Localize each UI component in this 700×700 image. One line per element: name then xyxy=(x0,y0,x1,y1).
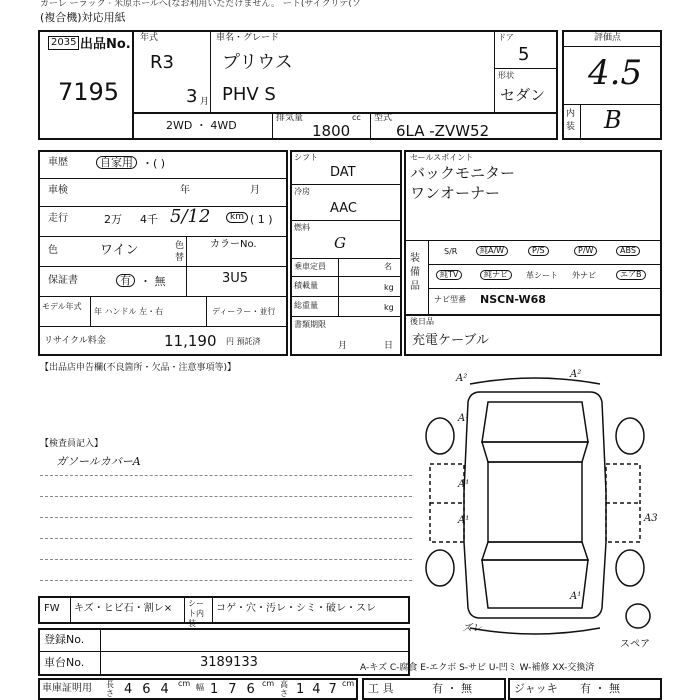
history-rest: ・( ) xyxy=(142,157,166,170)
equip-pw: P/W xyxy=(574,246,597,256)
reg-label: 登録No. xyxy=(44,633,85,646)
load-label: 積載量 xyxy=(294,281,318,290)
year-label: 年式 xyxy=(140,33,159,43)
retrofit-label: 後日品 xyxy=(410,317,434,326)
shape-value: セダン xyxy=(500,86,546,104)
diagram-zu: ズレ xyxy=(462,623,482,634)
grade-name: PHV S xyxy=(222,84,276,105)
expiry-day: 日 xyxy=(384,341,394,351)
damage-legend: A-キズ C-腐食 E-エクボ S-サビ U-凹ミ W-補修 XX-交換済 xyxy=(360,663,595,673)
expiry-label: 書類期限 xyxy=(294,320,326,329)
width-value: 176 xyxy=(210,682,265,697)
equipment-label: 装備品 xyxy=(410,253,420,292)
displacement-value: 1800 xyxy=(312,122,351,140)
equip-navi: 純ナビ xyxy=(480,270,512,280)
history-label: 車歴 xyxy=(48,157,68,168)
doors-label: ドア xyxy=(498,33,514,42)
doors-value: 5 xyxy=(518,44,530,65)
diagram-a2-right: A² xyxy=(570,369,582,380)
fuel-value: G xyxy=(334,234,346,252)
spare-label: スペア xyxy=(620,639,650,650)
fw-label: FW xyxy=(44,603,60,614)
recycle-label: リサイクル料金 xyxy=(44,336,106,346)
chassis-label: 車台No. xyxy=(44,656,85,669)
inspection-label: 車検 xyxy=(48,185,68,196)
mileage-hand: 5/12 xyxy=(170,206,211,227)
mileage-unit: km xyxy=(226,212,248,223)
model-name: プリウス xyxy=(222,52,293,73)
color-value: ワイン xyxy=(100,243,139,258)
width-label: 幅 xyxy=(196,683,204,692)
car-damage-diagram xyxy=(410,369,670,644)
diagram-a3: A3 xyxy=(644,513,658,524)
lot-number: 7195 xyxy=(58,78,120,106)
tools-value: 有 ・ 無 xyxy=(432,682,472,695)
equip-sr: S/R xyxy=(444,247,458,256)
equip-leather: 革シート xyxy=(526,271,558,280)
height-value: 147 xyxy=(296,682,345,697)
rating-score: 4.5 xyxy=(588,53,643,93)
capacity-unit: 名 xyxy=(384,262,392,271)
jack-label: ジャッキ xyxy=(514,682,558,695)
drive-value: 2WD ・ 4WD xyxy=(166,119,237,132)
model-code-label: 型式 xyxy=(374,113,393,123)
diagram-a2-left: A² xyxy=(456,373,468,384)
size-label: 車庫証明用 xyxy=(42,683,92,694)
history-value: 自家用 xyxy=(96,156,137,169)
sales-line-1: バックモニター xyxy=(410,164,516,182)
year-month-unit: 月 xyxy=(200,97,210,107)
sales-label: セールスポイント xyxy=(410,153,474,162)
load-unit: kg xyxy=(384,283,394,292)
header-sub-text: (複合機)対応用紙 xyxy=(40,11,126,24)
mileage-label: 走行 xyxy=(48,213,68,224)
inspection-year: 年 xyxy=(180,185,190,196)
rating-label: 評価点 xyxy=(594,33,622,43)
year-month: 3 xyxy=(186,86,198,107)
tools-label: 工 具 xyxy=(368,682,394,695)
equip-ext-navi: 外ナビ xyxy=(572,271,596,280)
diagram-a1-pillar: A¹ xyxy=(570,591,582,602)
lot-label: 出品No. xyxy=(80,37,131,52)
header-top-text: カーレ ーラック · 米原ホールへ(なお利用いただけません。 ート(サイクリテ(ソ xyxy=(40,0,361,9)
cooling-label: 冷房 xyxy=(294,187,310,196)
displacement-label: 排気量 xyxy=(276,113,304,123)
fuel-label: 燃料 xyxy=(294,223,310,232)
color-no-label: カラーNo. xyxy=(210,239,257,250)
color-change-label: 色替 xyxy=(175,241,185,263)
warranty-no: ・ 無 xyxy=(140,275,166,288)
notes-label: 【出品店申告欄(不良箇所・欠品・注意事項等)】 xyxy=(40,363,237,373)
shape-label: 形状 xyxy=(498,71,514,80)
shift-value: DAT xyxy=(330,165,356,180)
len-unit: cm xyxy=(178,679,191,688)
weight-label: 総重量 xyxy=(294,301,318,310)
seat-text: コゲ・穴・汚レ・シミ・破レ・スレ xyxy=(216,603,376,614)
color-label: 色 xyxy=(48,245,58,256)
expiry-month: 月 xyxy=(338,341,348,351)
interior-label: 内装 xyxy=(566,109,576,132)
inspector-label: 【検査員記入】 xyxy=(40,439,104,449)
handle-label: 年 ハンドル 左・右 xyxy=(94,307,164,316)
color-no: 3U5 xyxy=(222,271,249,286)
sales-line-2: ワンオーナー xyxy=(410,184,501,202)
height-label: 高さ xyxy=(280,680,288,698)
seat-label: シート内装 xyxy=(188,599,204,628)
warranty-yes: 有 xyxy=(116,274,135,287)
recycle-value: 11,190 xyxy=(164,332,217,350)
diagram-a1-top: A¹ xyxy=(458,413,470,424)
width-unit: cm xyxy=(262,679,275,688)
mileage-man: 2万 xyxy=(104,213,122,226)
recycle-unit: 円 預託済 xyxy=(226,337,261,346)
retrofit-value: 充電ケーブル xyxy=(412,333,489,348)
equip-aw: 純A/W xyxy=(476,246,508,256)
equip-tv: 純TV xyxy=(436,270,462,280)
cooling-value: AAC xyxy=(330,201,357,216)
lot-code: 2035 xyxy=(48,36,79,50)
diagram-a1-low: A¹ xyxy=(458,515,470,526)
inspection-month: 月 xyxy=(250,185,260,196)
interior-grade: B xyxy=(604,106,622,134)
mileage-sen: 4千 xyxy=(140,213,158,226)
capacity-label: 乗車定員 xyxy=(294,262,326,271)
fw-text: キズ・ヒビ石・割レ× xyxy=(74,603,173,614)
warranty-label: 保証書 xyxy=(48,275,78,286)
displacement-unit: cc xyxy=(352,113,361,122)
inspector-note: ガソールカバーA xyxy=(56,455,141,468)
weight-unit: kg xyxy=(384,303,394,312)
shift-label: シフト xyxy=(294,153,318,162)
equip-ps: P/S xyxy=(528,246,549,256)
dealer-label: ディーラー・並行 xyxy=(212,307,276,316)
len-label: 長さ xyxy=(106,680,114,698)
equip-airbag: エアB xyxy=(616,270,646,280)
year-value: R3 xyxy=(150,52,174,73)
model-year-label: モデル年式 xyxy=(42,302,82,311)
jack-value: 有 ・ 無 xyxy=(580,682,620,695)
diagram-a1-mid: A¹ xyxy=(458,479,470,490)
mileage-rest: ( 1 ) xyxy=(250,213,273,226)
height-unit: cm xyxy=(342,679,355,688)
model-code-value: 6LA -ZVW52 xyxy=(396,122,490,140)
navi-model-label: ナビ型番 xyxy=(434,295,466,304)
equip-abs: ABS xyxy=(616,246,640,256)
name-label: 車名・グレード xyxy=(216,33,280,43)
chassis-value: 3189133 xyxy=(200,655,258,670)
len-value: 464 xyxy=(124,682,179,697)
navi-model-value: NSCN-W68 xyxy=(480,293,546,306)
